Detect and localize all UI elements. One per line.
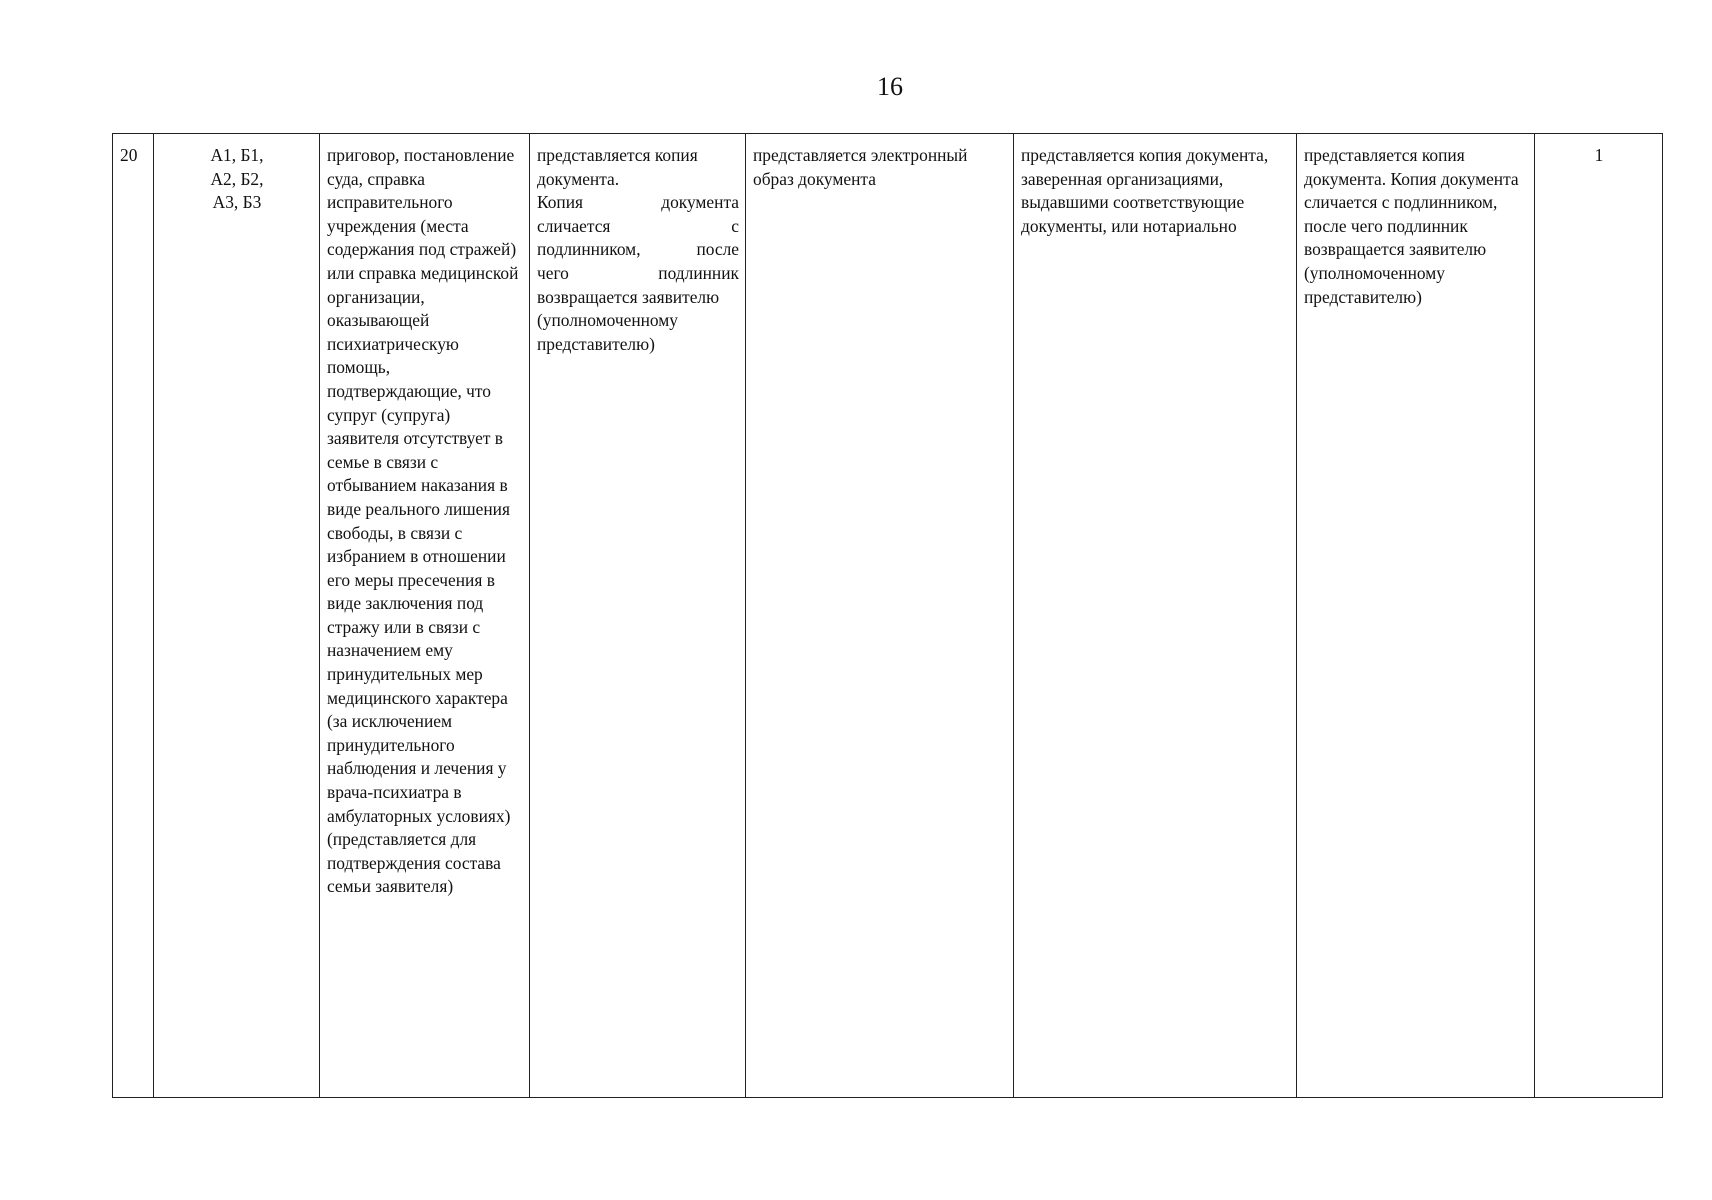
documents-table <box>112 133 1663 1098</box>
electronic-text: представляется электронный образ документа <box>753 145 968 189</box>
in-person-text: представляется копия документа. <box>537 145 698 189</box>
in-person-text: сличается с <box>537 215 739 236</box>
via-mfc-cell <box>1297 134 1535 1098</box>
category-line: А1, Б1, <box>210 145 264 165</box>
document-count: 1 <box>1594 145 1604 165</box>
electronic-cell <box>746 134 1014 1098</box>
count-cell <box>1535 134 1663 1098</box>
in-person-text: возвращается заявителю (уполномоченному представителю) <box>537 286 720 354</box>
in-person-text: подлинником, после <box>537 239 739 260</box>
by-mail-cell <box>1014 134 1297 1098</box>
category-line: А2, Б2, <box>210 168 264 189</box>
category-line: А3, Б3 <box>212 192 262 213</box>
via-mfc-text: представляется копия документа. Копия документа сличается с подлинником, после чего подлинник возвращается заявителю (уполномоченному представителю) <box>1304 145 1519 307</box>
page-number: 16 <box>877 72 903 101</box>
by-mail-text: представляется копия документа, заверенная организациями, выдавшими соответствующие документы, или нотариально <box>1021 145 1269 236</box>
document-description-cell <box>320 134 530 1098</box>
row-number-cell <box>113 134 154 1098</box>
in-person-text: чего подлинник <box>537 262 739 283</box>
document-description: приговор, постановление суда, справка исправительного учреждения (места содержания под стражей) или справка медицинской организации, оказывающей психиатрическую помощь, подтверждающие, что супруг (супруга) заявителя отсутствует в семье в связи с отбыванием наказания в виде реального лишения свободы, в связи с избранием в отношении его меры пресечения в виде заключения под стражу или в связи с назначением ему принудительных мер медицинского характера (за исключением принудительного наблюдения и лечения у врача-психиатра в амбулаторных условиях) (представляется для подтверждения состава семьи заявителя) <box>327 145 519 897</box>
in-person-text: Копия документа <box>537 192 739 213</box>
in-person-cell <box>530 134 746 1098</box>
table-row <box>113 134 1663 1098</box>
categories-cell <box>154 134 320 1098</box>
row-number: 20 <box>120 145 138 165</box>
